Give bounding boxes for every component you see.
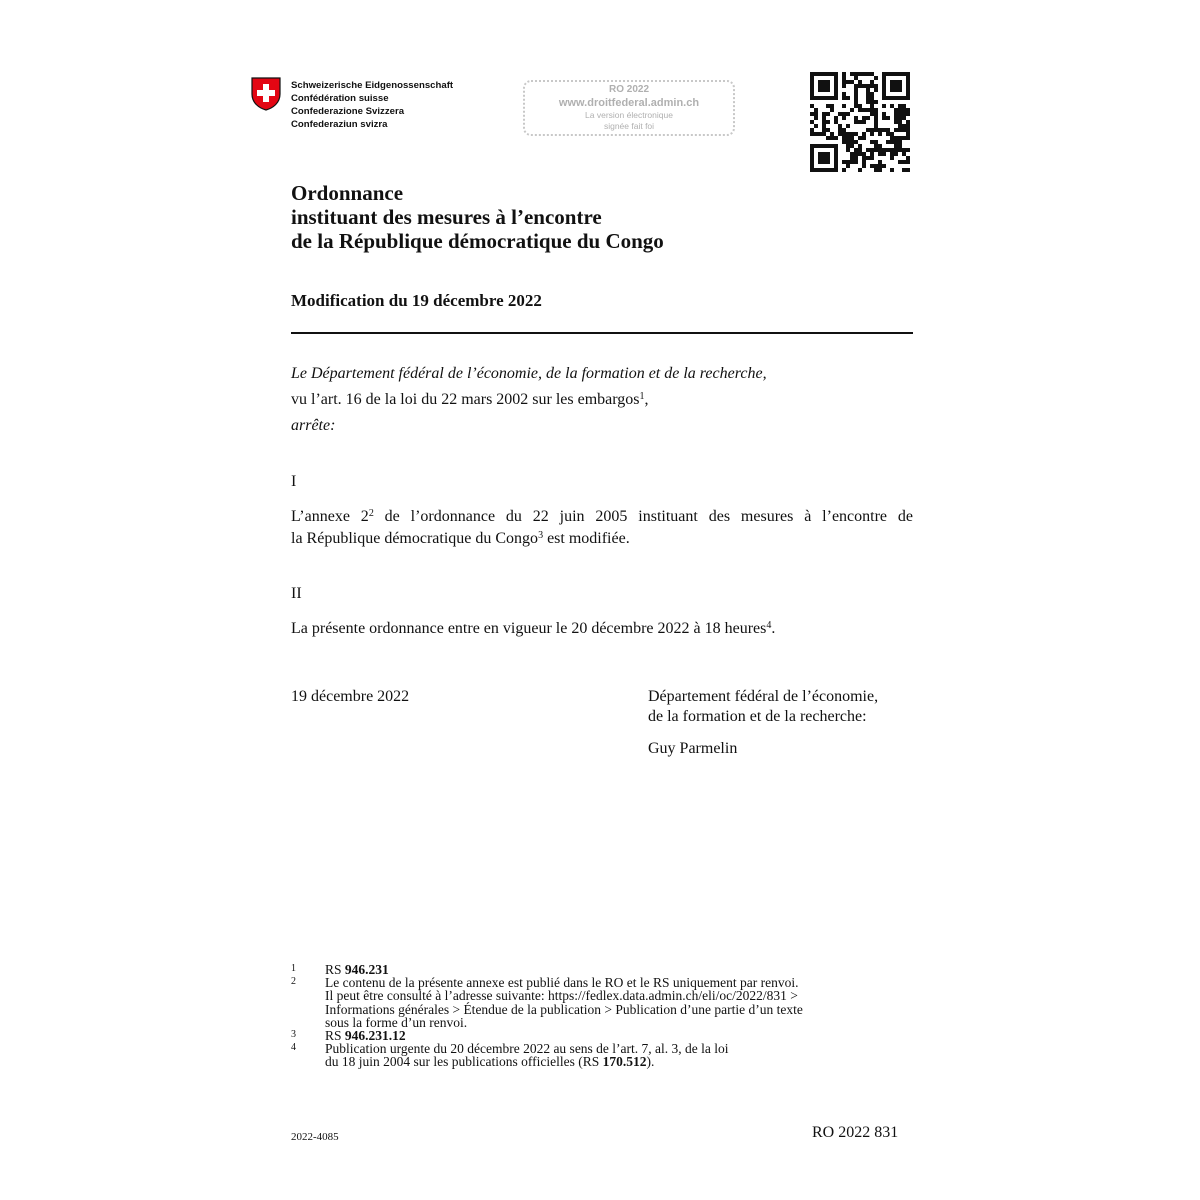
title-line-3: de la République démocratique du Congo [291, 229, 664, 253]
section-2-text-a: La présente ordonnance entre en vigueur le 20 décembre 2022 à 18 heures [291, 620, 767, 637]
footnote-1-prefix: RS [325, 962, 345, 977]
signature-department-line-2: de la formation et de la recherche: [648, 708, 867, 725]
page-reference: RO 2022 831 [812, 1124, 899, 1141]
confederation-line-rm: Confederaziun svizra [291, 119, 388, 130]
footnote-4-line-2-b: ). [646, 1054, 655, 1070]
footnote-4-number: 4 [291, 1042, 296, 1054]
section-2-text [291, 619, 775, 639]
footnote-3-prefix: RS [325, 1028, 345, 1044]
footnote-2-line-4: sous la forme d’un renvoi. [325, 1014, 468, 1030]
preamble-decision: arrête: [291, 417, 336, 434]
signature-date: 19 décembre 2022 [291, 688, 410, 705]
section-1-line-1-b: de l’ordonnance du 22 juin 2005 instituant des mesures à l’encontre de [373, 508, 914, 525]
preamble-authority: Le Département fédéral de l’économie, de la formation et de la recherche, [291, 365, 767, 382]
stamp-note-line1: La version électronique [585, 110, 673, 120]
footnote-ref-2: 2 [368, 508, 374, 519]
electronic-signature-stamp [523, 80, 735, 136]
footnote-2-line-2: Il peut être consulté à l’adresse suivante: https://fedlex.data.admin.ch/eli/oc/2022/831 > [325, 988, 798, 1004]
section-2-heading: II [291, 585, 302, 602]
section-1-line-1 [291, 507, 913, 527]
footnote-1-number: 1 [291, 963, 296, 974]
preamble-basis-end: , [644, 391, 649, 408]
footnote-3-ref: 946.231.12 [344, 1028, 406, 1044]
preamble-basis-text: vu l’art. 16 de la loi du 22 mars 2002 sur les embargos [291, 391, 640, 408]
confederation-line-de: Schweizerische Eidgenossenschaft [291, 80, 454, 91]
footnote-2-line-3: Informations générales > Étendue de la publication > Publication d’une partie d’un texte [325, 1001, 803, 1017]
document-number: 2022-4085 [291, 1131, 339, 1143]
footnote-ref-1: 1 [639, 391, 645, 402]
title-divider [291, 332, 913, 334]
footnote-4-line-2-a: du 18 juin 2004 sur les publications officielles (RS [325, 1054, 603, 1070]
title-line-2: instituant des mesures à l’encontre [291, 205, 602, 229]
section-1-line-1-a: L’annexe 2 [291, 508, 369, 525]
section-1-line-2-a: la République démocratique du Congo [291, 530, 539, 547]
signature-name: Guy Parmelin [648, 740, 738, 757]
qr-code-icon [810, 72, 910, 172]
preamble-basis [291, 390, 649, 410]
stamp-note-line2: signée fait foi [603, 121, 655, 131]
stamp-collection: RO 2022 [608, 84, 650, 95]
footnotes [291, 963, 913, 1069]
confederation-line-fr: Confédération suisse [291, 93, 389, 104]
section-1-heading: I [291, 473, 297, 490]
stamp-website: www.droitfederal.admin.ch [558, 97, 700, 109]
signature-department-line-1: Département fédéral de l’économie, [648, 688, 879, 705]
footnote-ref-3: 3 [538, 530, 544, 541]
footnote-4-line-2-ref: 170.512 [602, 1054, 647, 1070]
title-line-1: Ordonnance [291, 181, 404, 205]
confederation-line-it: Confederazione Svizzera [291, 106, 405, 117]
footnote-ref-4: 4 [766, 620, 772, 631]
modification-subtitle: Modification du 19 décembre 2022 [291, 291, 542, 310]
footnote-4-line-1: Publication urgente du 20 décembre 2022 au sens de l’art. 7, al. 3, de la loi [325, 1041, 729, 1057]
section-1-line-2-b: est modifiée. [543, 530, 630, 547]
footnote-2-number: 2 [291, 976, 296, 988]
footnote-4 [291, 1042, 913, 1068]
footnote-1-ref: 946.231 [344, 962, 389, 977]
page-title [291, 181, 664, 253]
swiss-cross-icon [251, 77, 281, 111]
footnote-3-number: 3 [291, 1029, 296, 1041]
footnote-2-line-1: Le contenu de la présente annexe est publié dans le RO et le RS uniquement par renvoi. [325, 975, 799, 991]
section-2-text-b: . [771, 620, 776, 637]
section-1-line-2 [291, 529, 630, 549]
footnote-2 [291, 976, 913, 1029]
confederation-name [291, 79, 453, 131]
